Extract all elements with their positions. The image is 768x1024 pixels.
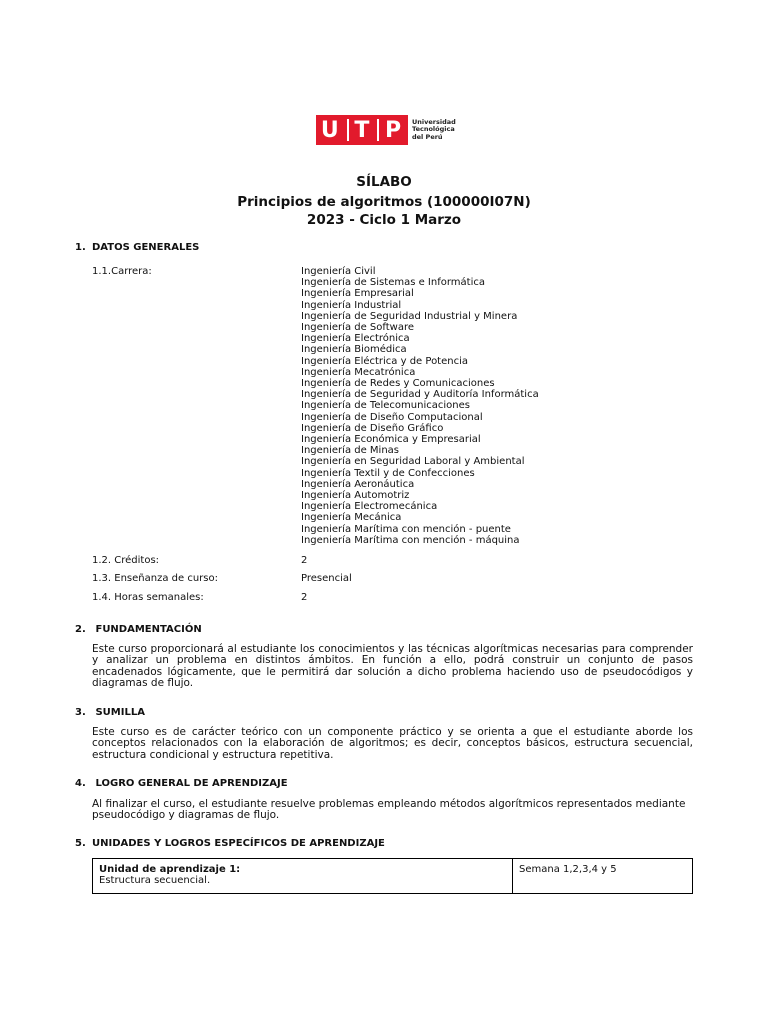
carrera-label: 1.1.Carrera: — [92, 266, 152, 277]
logo-separator — [347, 119, 349, 141]
logo-letter-t: T — [354, 117, 372, 143]
carrera-item: Ingeniería Industrial — [301, 299, 402, 311]
logro-general-text: Al finalizar el curso, el estudiante resuelve problemas empleando métodos algorítmicos representados mediante pseudocódigo y diagramas de flujo. — [92, 798, 686, 822]
carrera-item: Ingeniería de Seguridad Industrial y Minera — [301, 310, 518, 322]
section-heading-logro-general — [75, 778, 288, 789]
section-heading-unidades — [75, 838, 385, 849]
logo-text — [412, 119, 456, 142]
section-number: 3. — [75, 707, 86, 718]
logo-text-line: Universidad — [412, 117, 456, 126]
unit-cell — [93, 859, 513, 893]
section-heading-datos-generales — [75, 242, 199, 253]
carrera-item: Ingeniería Marítima con mención - máquina — [301, 534, 520, 546]
section-heading-sumilla — [75, 707, 145, 718]
creditos-label: 1.2. Créditos: — [92, 555, 160, 566]
carrera-item: Ingeniería de Diseño Gráfico — [301, 422, 444, 434]
section-title: LOGRO GENERAL DE APRENDIZAJE — [95, 778, 288, 789]
horas-label: 1.4. Horas semanales: — [92, 592, 204, 603]
section-title: UNIDADES Y LOGROS ESPECÍFICOS DE APRENDIZAJE — [92, 838, 385, 849]
carrera-item: Ingeniería Biomédica — [301, 344, 407, 356]
carrera-item: Ingeniería de Seguridad y Auditoría Informática — [301, 389, 539, 401]
fundamentacion-text: Este curso proporcionará al estudiante los conocimientos y las técnicas algorítmicas necesarias para comprender y analizar un problema en distintos ámbitos. En función a ello, podrá construir un conjunto de pasos encadenados lógicamente, que le permitirá dar solución a dicho problema haciendo uso de pseudocódigos y diagramas de flujo. — [92, 643, 693, 690]
logo-separator — [377, 119, 379, 141]
carrera-item: Ingeniería Marítima con mención - puente — [301, 523, 511, 535]
unit-title: Unidad de aprendizaje 1: — [99, 864, 241, 875]
carrera-item: Ingeniería Automotriz — [301, 490, 410, 502]
period-title: 2023 - Ciclo 1 Marzo — [306, 212, 462, 228]
utp-logo — [316, 115, 456, 145]
logo-text-line: del Perú — [412, 132, 443, 141]
sumilla-text: Este curso es de carácter teórico con un componente práctico y se orienta a que el estudiante aborde los conceptos relacionados con la elaboración de algoritmos; es decir, conceptos básicos, estructura secuencial, estructura condicional y estructura repetitiva. — [92, 726, 693, 761]
logo-letter-p: P — [384, 117, 404, 143]
unit-table — [92, 858, 693, 894]
carrera-item: Ingeniería de Redes y Comunicaciones — [301, 378, 495, 390]
section-title: FUNDAMENTACIÓN — [95, 624, 202, 635]
carrera-list — [301, 266, 539, 546]
document-type-title: SÍLABO — [356, 174, 412, 190]
section-number: 4. — [75, 778, 86, 789]
carrera-item: Ingeniería en Seguridad Laboral y Ambiental — [301, 456, 525, 468]
logo-text-line: Tecnológica — [412, 125, 455, 134]
section-number: 2. — [75, 624, 86, 635]
section-title: SUMILLA — [95, 707, 145, 718]
carrera-item: Ingeniería de Minas — [301, 445, 400, 457]
ensenanza-value: Presencial — [301, 573, 352, 584]
carrera-item: Ingeniería de Software — [301, 322, 415, 334]
carrera-item: Ingeniería Electrónica — [301, 333, 410, 345]
carrera-item: Ingeniería Mecatrónica — [301, 366, 416, 378]
carrera-item: Ingeniería de Sistemas e Informática — [301, 277, 485, 289]
unit-weeks: Semana 1,2,3,4 y 5 — [519, 864, 617, 875]
carrera-item: Ingeniería Económica y Empresarial — [301, 434, 481, 446]
carrera-item: Ingeniería de Telecomunicaciones — [301, 400, 470, 412]
carrera-item: Ingeniería Electromecánica — [301, 501, 438, 513]
unit-name: Estructura secuencial. — [99, 875, 211, 886]
section-heading-fundamentacion — [75, 624, 202, 635]
carrera-item: Ingeniería de Diseño Computacional — [301, 411, 483, 423]
carrera-item: Ingeniería Textil y de Confecciones — [301, 467, 475, 479]
ensenanza-label: 1.3. Enseñanza de curso: — [92, 573, 218, 584]
carrera-item: Ingeniería Mecánica — [301, 512, 402, 524]
carrera-item: Ingeniería Empresarial — [301, 288, 414, 300]
carrera-item: Ingeniería Civil — [301, 266, 376, 277]
carrera-item: Ingeniería Aeronáutica — [301, 478, 415, 490]
creditos-value: 2 — [301, 555, 308, 566]
section-number: 1. — [75, 242, 86, 253]
course-title: Principios de algoritmos (100000I07N) — [237, 194, 531, 210]
section-number: 5. — [75, 838, 86, 849]
carrera-item: Ingeniería Eléctrica y de Potencia — [301, 355, 468, 367]
logo-letter-u: U — [320, 117, 341, 143]
utp-logo-mark — [316, 115, 408, 145]
horas-value: 2 — [301, 592, 308, 603]
section-title: DATOS GENERALES — [92, 242, 200, 253]
